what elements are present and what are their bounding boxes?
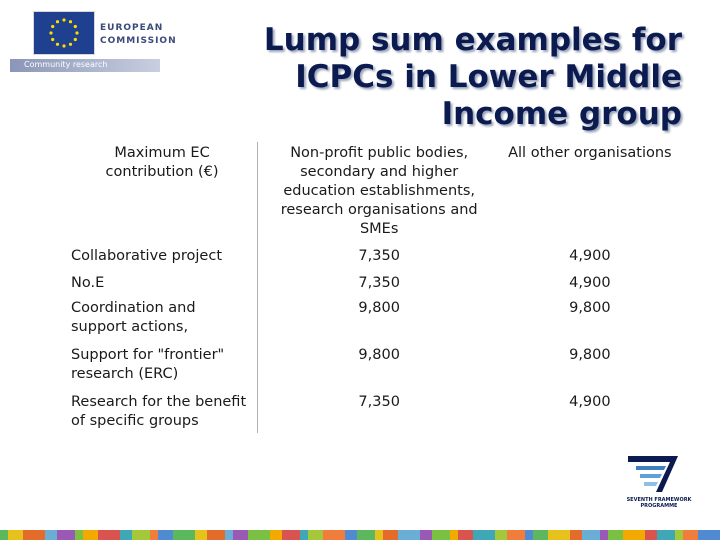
strip-segment [75,530,83,540]
strip-segment [23,530,45,540]
strip-segment [450,530,458,540]
row-value-non-profit: 7,350 [358,394,400,410]
header-non-profit: Non-profit public bodies, secondary and higher education establishments, research organisations and SMEs [280,145,478,237]
slide-title-line-1: Lump sum examples for [263,22,682,58]
strip-segment [657,530,675,540]
slide-title [252,22,682,133]
strip-segment [398,530,420,540]
row-label: No.E [67,268,258,295]
strip-segment [120,530,132,540]
strip-segment [582,530,600,540]
strip-segment [608,530,623,540]
strip-segment [83,530,98,540]
table-body [67,243,680,433]
table-row [67,268,680,295]
table-row [67,386,680,433]
table-header-row [67,142,680,243]
fp7-caption-line-2: PROGRAMME [640,503,678,509]
table-row [67,339,680,386]
strip-segment [507,530,525,540]
strip-segment [195,530,207,540]
fp7-caption-line-1: SEVENTH FRAMEWORK [626,497,692,503]
eu-flag-icon [34,12,94,54]
strip-segment [525,530,533,540]
logo-subtitle-bar [10,59,160,72]
strip-segment [150,530,158,540]
strip-segment [675,530,683,540]
strip-segment [570,530,582,540]
strip-segment [0,530,8,540]
slide-title-line-3: Income group [441,96,682,132]
row-label: Research for the benefit of specific groups [67,386,258,433]
logo-text-commission: COMMISSION [100,36,177,46]
strip-segment [233,530,248,540]
strip-segment [345,530,357,540]
row-value-other: 4,900 [569,248,611,264]
strip-segment [173,530,195,540]
strip-segment [207,530,225,540]
row-value-non-profit: 9,800 [358,347,400,363]
strip-segment [600,530,608,540]
row-value-other: 9,800 [569,300,611,316]
table-row [67,295,680,339]
strip-segment [158,530,173,540]
lump-sum-table [67,142,680,433]
strip-segment [683,530,698,540]
fp7-caption [624,497,694,509]
row-value-non-profit: 7,350 [358,275,400,291]
logo-subtitle: Community research [24,60,108,69]
strip-segment [420,530,432,540]
strip-segment [225,530,233,540]
row-label: Coordination and support actions, [67,295,258,339]
row-value-other: 9,800 [569,347,611,363]
row-label: Collaborative project [67,243,258,268]
strip-segment [45,530,57,540]
strip-segment [375,530,383,540]
strip-segment [495,530,507,540]
strip-segment [98,530,120,540]
strip-segment [645,530,657,540]
strip-segment [623,530,645,540]
row-value-non-profit: 9,800 [358,300,400,316]
header-max-contribution: Maximum EC contribution (€) [67,142,258,243]
strip-segment [282,530,300,540]
european-commission-logo [10,8,177,69]
strip-segment [432,530,450,540]
strip-segment [548,530,570,540]
bottom-color-strip [0,530,720,540]
row-value-other: 4,900 [569,394,611,410]
strip-segment [473,530,495,540]
logo-text-european: EUROPEAN [100,23,164,33]
table-row [67,243,680,268]
strip-segment [57,530,75,540]
row-value-other: 4,900 [569,275,611,291]
row-label: Support for "frontier" research (ERC) [67,339,258,386]
strip-segment [308,530,323,540]
strip-segment [458,530,473,540]
strip-segment [300,530,308,540]
slide-title-line-2: ICPCs in Lower Middle [295,59,682,95]
header-other-orgs: All other organisations [508,145,672,161]
strip-segment [132,530,150,540]
table-header [67,142,680,243]
strip-segment [270,530,282,540]
strip-segment [248,530,270,540]
strip-segment [383,530,398,540]
strip-segment [357,530,375,540]
strip-segment [533,530,548,540]
strip-segment [698,530,720,540]
strip-segment [8,530,23,540]
row-value-non-profit: 7,350 [358,248,400,264]
strip-segment [323,530,345,540]
